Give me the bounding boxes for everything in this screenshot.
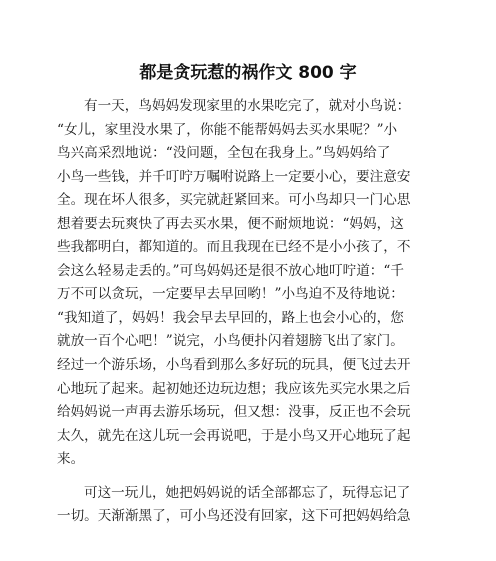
text-line: 有一天，鸟妈妈发现家里的水果吃完了，就对小鸟说： [84, 98, 411, 114]
document-title: 都是贪玩惹的祸作文 800 字 [139, 63, 357, 83]
text-line: 想着要去玩爽快了再去买水果，便不耐烦地说：“妈妈，这 [57, 215, 404, 232]
text-line: 些我都明白，都知道的。而且我现在已经不是小小孩了，不 [57, 239, 411, 256]
text-line: “我知道了，妈妈！我会早去早回的，路上也会小心的，您 [57, 309, 404, 326]
text-line: 经过一个游乐场，小鸟看到那么多好玩的玩具，便飞过去开 [57, 357, 411, 374]
text-line: 心地玩了起来。起初她还边玩边想；我应该先买完水果之后 [57, 380, 411, 397]
text-line: 全。现在坏人很多，买完就赶紧回来。可小鸟却只一门心思 [57, 192, 411, 209]
text-line: 万不可以贪玩，一定要早去早回哟！”小鸟迫不及待地说： [57, 286, 404, 303]
text-line: 就放一百个心吧！”说完，小鸟便扑闪着翅膀飞出了家门。 [57, 333, 404, 350]
paragraph-1 [57, 95, 428, 472]
text-line: 鸟兴高采烈地说：“没问题，全包在我身上。”鸟妈妈给了 [57, 145, 391, 162]
text-line: 会这么轻易走丢的。”可鸟妈妈还是很不放心地叮咛道：“千 [57, 262, 404, 279]
text-line: 给妈妈说一声再去游乐场玩，但又想：没事，反正也不会玩 [57, 404, 411, 421]
paragraph-2 [57, 482, 428, 529]
paragraph-gap [57, 472, 428, 482]
text-line: “女儿，家里没水果了，你能不能帮妈妈去买水果呢？”小 [57, 121, 398, 138]
document-body [57, 95, 428, 529]
text-line: 小鸟一些钱，并千叮咛万嘱咐说路上一定要小心，要注意安 [57, 168, 411, 185]
text-line: 太久，就先在这儿玩一会再说吧，于是小鸟又开心地玩了起 [57, 427, 411, 444]
text-line: 可这一玩儿，她把妈妈说的话全部都忘了，玩得忘记了 [84, 484, 411, 501]
text-line: 来。 [57, 451, 85, 468]
text-line: 一切。天渐渐黑了，可小鸟还没有回家，这下可把妈妈给急 [57, 508, 411, 525]
